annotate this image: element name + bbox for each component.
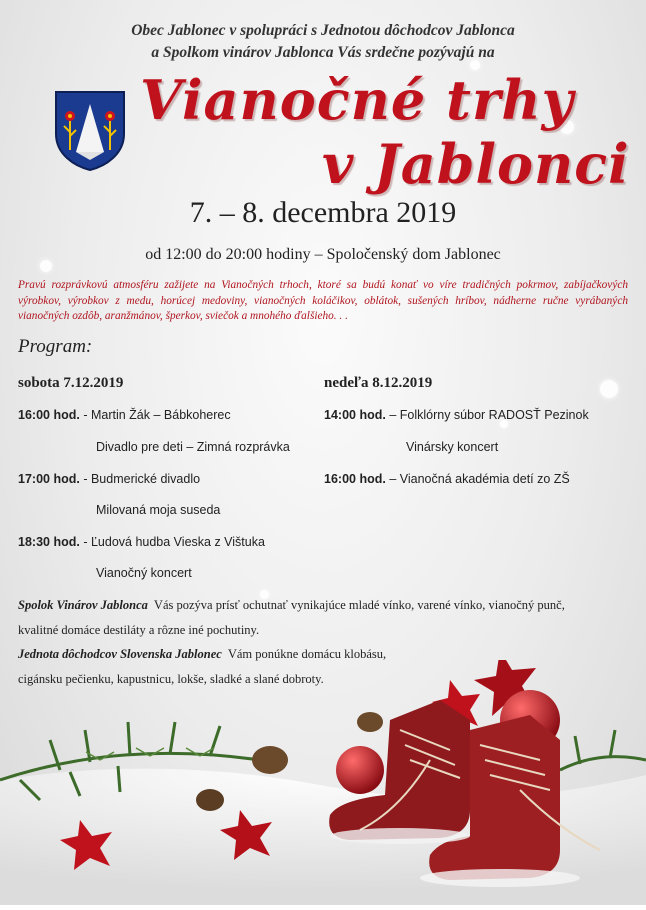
sunday-event-1 <box>324 408 589 422</box>
event-title: Folklórny súbor RADOSŤ Pezinok <box>399 408 589 422</box>
promo-text: kvalitné domáce destiláty a rôzne iné pochutiny. <box>18 623 260 637</box>
event-time: 16:00 hod. <box>324 472 386 486</box>
event-separator: - <box>83 535 88 549</box>
event-subtitle: Vianočný koncert <box>96 566 192 580</box>
christmas-scene-image <box>0 660 646 905</box>
event-hours: od 12:00 do 20:00 hodiny – Spoločenský dom Jablonec <box>145 246 501 263</box>
snow-dot <box>600 380 618 398</box>
event-time: 16:00 hod. <box>18 408 80 422</box>
event-time: 14:00 hod. <box>324 408 386 422</box>
event-time: 18:30 hod. <box>18 535 80 549</box>
event-description: Pravú rozprávkovú atmosféru zažijete na Vianočných trhoch, ktoré sa budú konať vo víre tradičných pokrmov, zabíjačkových výrobkov, výrobkov z medu, horúcej medoviny, vianočných koláčikov, oblátok, sušených hríbov, nádherne ručne vyrábaných vianočných ozdôb, aranžmánov, šperkov, sviečok a mnohého ďalšieho. . . <box>18 279 628 322</box>
promo-org-name: Spolok Vinárov Jablonca <box>18 598 148 612</box>
saturday-event-3 <box>18 535 265 549</box>
event-separator: - <box>83 472 88 486</box>
promo-text: Vás pozýva prísť ochutnať vynikajúce mladé vínko, varené vínko, vianočný punč, <box>153 598 565 612</box>
saturday-event-2 <box>18 472 200 486</box>
sunday-heading: nedeľa 8.12.2019 <box>324 375 433 391</box>
program-label: Program: <box>18 336 93 357</box>
event-title: Vianočná akadémia detí zo ZŠ <box>399 472 570 486</box>
sunday-event-2 <box>324 472 570 486</box>
promo-text: Vám ponúkne domácu klobásu, <box>227 647 387 661</box>
intro-line-2: a Spolkom vinárov Jablonca Vás srdečne pozývajú na <box>151 44 495 61</box>
saturday-heading: sobota 7.12.2019 <box>18 375 124 391</box>
event-separator: - <box>83 408 88 422</box>
event-separator: – <box>389 408 397 422</box>
promo-text: cigánsku pečienku, kapustnicu, lokše, sladké a slané dobroty. <box>18 672 324 686</box>
event-subtitle: Vinársky koncert <box>406 440 499 454</box>
event-subtitle: Milovaná moja suseda <box>96 503 221 517</box>
title-line-1: Vianočné trhy <box>140 68 575 132</box>
promo-org-name: Jednota dôchodcov Slovenska Jablonec <box>18 647 222 661</box>
event-subtitle: Divadlo pre deti – Zimná rozprávka <box>96 440 290 454</box>
event-date: 7. – 8. decembra 2019 <box>189 196 457 229</box>
saturday-event-1 <box>18 408 231 422</box>
event-title: Martin Žák – Bábkoherec <box>90 408 231 422</box>
coat-of-arms-icon <box>54 90 126 172</box>
title-line-2: v Jablonci <box>322 132 630 196</box>
promo-wine <box>18 598 633 613</box>
event-title: Budmerické divadlo <box>90 472 201 486</box>
event-time: 17:00 hod. <box>18 472 80 486</box>
intro-line-1: Obec Jablonec v spolupráci s Jednotou dôchodcov Jablonca <box>131 22 515 39</box>
event-separator: – <box>389 472 397 486</box>
event-title: Ľudová hudba Vieska z Vištuka <box>90 535 265 549</box>
